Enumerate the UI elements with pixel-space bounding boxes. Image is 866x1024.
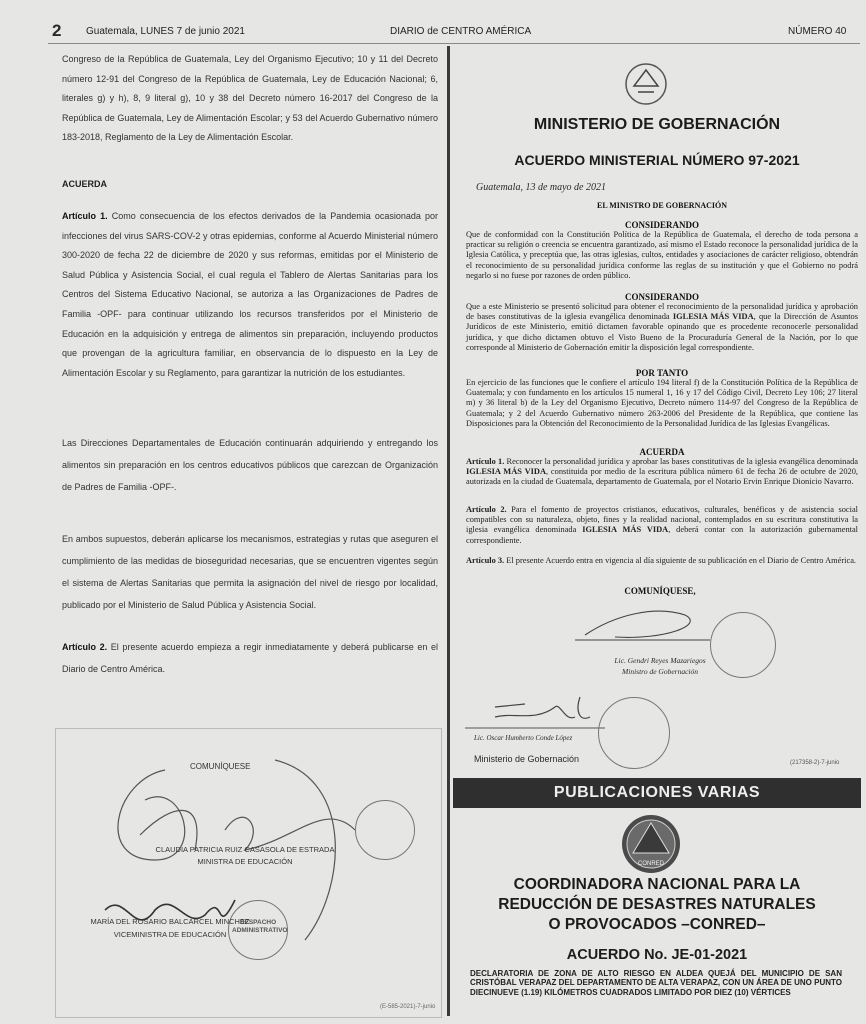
right-article-1: [466, 457, 858, 488]
right-article-1-text: Reconocer la personalidad jurídica y aprobar las bases constitutivas de la iglesia evangélica denominada: [504, 457, 858, 466]
ministry-title: MINISTERIO DE GOBERNACIÓN: [533, 116, 781, 133]
org-name-line-2: REDUCCIÓN DE DESASTRES NATURALES: [498, 896, 816, 913]
church-name: IGLESIA MÁS VIDA: [582, 525, 669, 535]
column-divider: [447, 46, 450, 1016]
header-divider: [48, 43, 860, 44]
seal-ministerio-gobernacion-2: [598, 697, 670, 769]
considerando-1: Que de conformidad con la Constitución Política de la República de Guatemala, el derecho de toda persona a practicar su religión o creencia se encuentra garantizado, así mismo el Estado reconoce la personalidad jurídica de la Iglesia Católica, y preceptúa que, las otras iglesias, cultos, entidades y asociaciones de carácter religioso, obtendrán el reconocimiento de su personalidad jurídica conforme las reglas de su institución y que el Gobierno no podrá negarlo si no fuese por razones de orden público.: [466, 230, 858, 280]
conred-logo: [619, 813, 683, 875]
minister-heading: EL MINISTRO DE GOBERNACIÓN: [596, 201, 728, 210]
publicaciones-varias-bar: PUBLICACIONES VARIAS: [453, 778, 861, 808]
right-article-2-text: Para el fomento de proyectos cristianos, educativos, culturales, benéficos y de asistencia social compatibles con su naturaleza, objeto, fines y la realidad nacional, contemplados en su escritura constitutiva la iglesia evangélica denominada: [466, 505, 858, 535]
comuniquese-left: COMUNÍQUESE: [190, 762, 251, 771]
church-name: IGLESIA MÁS VIDA: [672, 312, 754, 322]
paragraph-supuestos: En ambos supuestos, deberán aplicarse los mecanismos, estrategias y rutas que aseguren el cumplimiento de las medidas de bioseguridad necesarias, que se encuentren vigentes según el sistema de Alertas Sanitarias que permita la asignación del nivel de riesgo por localidad, publicado por el Ministerio de Salud Pública y Asistencia Social.: [62, 534, 438, 610]
right-article-3-label: Artículo 3.: [466, 556, 505, 565]
considerando-2-text-cont: , que la Dirección de Asuntos Jurídicos de este Ministerio, emitió dictamen favorable opinando que es procedente reconocerle personalidad jurídica, y que dicho dictamen obtuvo el Visto Bueno de la Procuraduría General de la Nación, por lo que corresponde al Ministerio de Gobernación emitir la disposición legal correspondiente.: [466, 312, 858, 352]
right-signer-1-title: Ministro de Gobernación: [622, 667, 698, 676]
issue-number: NÚMERO 40: [788, 26, 847, 37]
issue-date: Guatemala, LUNES 7 de junio 2021: [86, 26, 245, 37]
por-tanto: En ejercicio de las funciones que le confiere el artículo 194 literal f) de la Constitución Política de la República de Guatemala; y con fundamento en los artículos 15 numeral 1, 16 y 17 del Código Civil, Decreto Ley 106; 27 literal m) y 36 literal b) de la Ley del Organismo Ejecutivo, Decreto número 114-97 del Congreso de la República de Guatemala; y 2 del Acuerdo Gubernativo número 263-2006 del Presidente de la República, que contiene las Disposiciones para la Obtención del Reconocimiento de la Personalidad Jurídica de las Iglesias Evangélicas.: [466, 378, 858, 428]
right-article-2-text-cont: , deberá contar con la autorización gubernamental correspondiente.: [466, 525, 858, 545]
conred-acuerdo-number: ACUERDO No. JE-01-2021: [566, 947, 748, 963]
article-2-text: El presente acuerdo empieza a regir inmediatamente y deberá publicarse en el Diario de Centro América.: [62, 642, 438, 674]
seal-despacho-administrativo-text: DESPACHO ADMINISTRATIVO: [232, 919, 288, 934]
signature-minister: [575, 605, 715, 645]
right-signer-1-name: Lic. Gendri Reyes Mazariegos: [614, 656, 706, 665]
guatemala-coat-of-arms-icon: [620, 56, 672, 108]
right-article-1-text-cont: , constituida por medio de la escritura pública número 61 de fecha 26 de octubre de 2020, autorizada en la ciudad de Guatemala, departamento de Guatemala, por el Notario Ervin Enrique Dionicio Navarro.: [466, 467, 858, 487]
newspaper-name: DIARIO de CENTRO AMÉRICA: [390, 26, 532, 37]
org-name-line-3: O PROVOCADOS –CONRED–: [548, 916, 766, 933]
considerando-2-heading: CONSIDERANDO: [624, 292, 699, 302]
article-2-label: Artículo 2.: [62, 642, 108, 652]
considerando-1-heading: CONSIDERANDO: [624, 220, 699, 230]
article-1-label: Artículo 1.: [62, 211, 108, 221]
signer-2-name: MARÍA DEL ROSARIO BALCARCEL MINCHEZ: [90, 917, 250, 926]
right-article-3: [466, 556, 858, 566]
signer-2-title: VICEMINISTRA DE EDUCACIÓN: [113, 930, 227, 939]
acuerda-heading: ACUERDA: [62, 179, 107, 189]
right-article-3-text: El presente Acuerdo entra en vigencia al día siguiente de su publicación en el Diario de Centro América.: [504, 556, 857, 565]
intro-paragraph: Congreso de la República de Guatemala, Ley del Organismo Ejecutivo; 10 y 11 del Decreto número 12-91 del Congreso de la República de Guatemala, Ley de Educación Nacional; 6, literales g) y h), 8, 9 literal g), 10 y 38 del Decreto número 16-2017 del Congreso de la República de Guatemala, Ley de Alimentación Escolar; y 53 del Acuerdo Gubernativo número 183-2018, Reglamento de la Ley de Alimentación Escolar.: [62, 54, 438, 143]
signature-viceminister: [465, 692, 605, 732]
org-name-line-1: COORDINADORA NACIONAL PARA LA: [513, 876, 801, 893]
left-footnote: (E-585-2021)-7-junio: [380, 1004, 436, 1010]
signer-1-name: CLAUDIA PATRICIA RUIZ CASASOLA DE ESTRADA: [155, 845, 335, 854]
considerando-2-text: Que a este Ministerio se presentó solicitud para obtener el reconocimiento de la personalidad jurídica y aprobación de bases constitutivas de la iglesia evangélica denominada: [466, 302, 858, 322]
org-name: [453, 875, 861, 935]
right-article-1-label: Artículo 1.: [466, 457, 505, 466]
acuerda-heading-right: ACUERDA: [639, 447, 685, 457]
article-1: [62, 207, 438, 383]
church-name: IGLESIA MÁS VIDA: [466, 467, 546, 477]
considerando-2: [466, 302, 858, 353]
right-signer-2-name: Lic. Oscar Humberto Conde López: [474, 734, 573, 742]
right-article-2: [466, 505, 858, 546]
paragraph-direcciones: Las Direcciones Departamentales de Educación continuarán adquiriendo y entregando los alimentos sin preparación en los centros educativos públicos que carezcan de Organización de Padres de Familia -OPF-.: [62, 438, 438, 492]
comuniquese-right: COMUNÍQUESE,: [624, 586, 696, 596]
declaratoria-text: DECLARATORIA DE ZONA DE ALTO RIESGO EN ALDEA QUEJÁ DEL MUNICIPIO DE SAN CRISTÓBAL VERAPAZ DEL DEPARTAMENTO DE ALTA VERAPAZ, CON UN ÁREA DE UNO PUNTO DIECINUEVE (1.19) KILÓMETROS CUADRADOS LIMITADO POR DIEZ (10) VÉRTICES: [470, 969, 842, 997]
article-2: [62, 636, 438, 680]
conred-logo-text: CONRED: [637, 861, 665, 867]
page-number: 2: [52, 21, 62, 40]
right-article-2-label: Artículo 2.: [466, 505, 507, 514]
right-footnote: (217358-2)-7-junio: [790, 760, 840, 766]
acuerdo-date: Guatemala, 13 de mayo de 2021: [476, 182, 606, 193]
por-tanto-heading: POR TANTO: [635, 368, 689, 378]
acuerdo-ministerial-title: ACUERDO MINISTERIAL NÚMERO 97-2021: [514, 152, 800, 168]
article-1-text: Como consecuencia de los efectos derivados de la Pandemia ocasionada por infecciones del virus SARS-COV-2 y otras epidemias, conforme al Acuerdo Ministerial número 300-2020 de fecha 22 de diciembre de 2020 y sus reformas, emitidas por el Ministerio de Salud Pública y Asistencia Social, el cual regula el Tablero de Alertas Sanitarias para los Centros del Sistema Educativo Nacional, se autoriza a las Organizaciones de Padres de Familia -OPF- para continuar utilizando los recursos transferidos por el Ministerio de Educación en la adquisición y entrega de alimentos sin preparación, incluyendo productos que provengan de la agricultura familiar, en observancia de lo dispuesto en la Ley de Alimentación Escolar y su Reglamento, para garantizar la nutrición de los estudiantes.: [62, 211, 438, 378]
signer-1-title: MINISTRA DE EDUCACIÓN: [197, 857, 293, 866]
right-signer-2-title: Ministerio de Gobernación: [474, 754, 580, 764]
